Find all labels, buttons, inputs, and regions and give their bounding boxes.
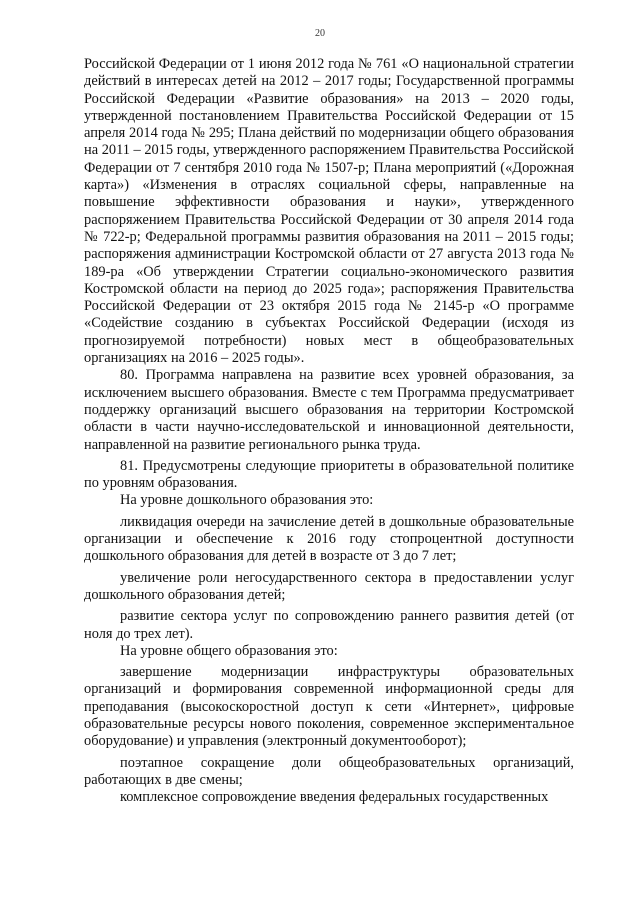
paragraph-80: 80. Программа направлена на развитие всех уровней образования, за исключением высшего образования. Вместе с тем Программа предусматривает поддержку организаций высшего образования на территории Костромской области в части научно-исследовательской и инновационной деятельности, направленной на развитие регионального рынка труда. [84,367,574,453]
general-item-modernization: завершение модернизации инфраструктуры образовательных организаций и формирования современной информационной среды для преподавания (высокоскоростной доступ к сети «Интернет», цифровые образовательные ресурсы нового поколения, современное экспериментальное оборудование) и управления (электронный документооборот); [84,664,574,750]
paragraph-81: 81. Предусмотрены следующие приоритеты в образовательной политике по уровням образования. [84,457,574,492]
general-item-two-shifts: поэтапное сокращение доли общеобразовательных организаций, работающих в две смены; [84,754,574,788]
preschool-item-queue: ликвидация очереди на зачисление детей в дошкольные образовательные организации и обеспечение к 2016 году стопроцентной доступности дошкольного образования для детей в возрасте от 3 до 7 лет; [84,513,574,565]
page-number: 20 [315,28,325,39]
general-heading: На уровне общего образования это: [120,642,338,659]
paragraph-legal-basis: Российской Федерации от 1 июня 2012 года № 761 «О национальной стратегии действий в интересах детей на 2012 – 2017 годы; Государственной программы Российской Федерации «Развитие образования» на 2013 – 2020 годы, утвержденной постановлением Правительства Российской Федерации от 15 апреля 2014 года № 295; Плана действий по модернизации общего образования на 2011 – 2015 годы, утвержденного распоряжением Правительства Российской Федерации от 7 сентября 2010 года № 1507-р; Плана мероприятий («Дорожная карта») «Изменения в отраслях социальной сферы, направленные на повышение эффективности образования и науки», утвержденного распоряжением Правительства Российской Федерации от 30 апреля 2014 года № 722-р; Федеральной программы развития образования на 2011 – 2015 годы; распоряжения администрации Костромской области от 27 августа 2013 года № 189-ра «Об утверждении Стратегии социально-экономического развития Костромской области на период до 2025 года»; распоряжения Правительства Российской Федерации от 23 октября 2015 года № 2145-р «О программе «Содействие созданию в субъектах Российской Федерации (исходя из прогнозируемой потребности) новых мест в общеобразовательных организациях на 2016 – 2025 годы». [84,56,574,367]
preschool-item-early-development: развитие сектора услуг по сопровождению раннего развития детей (от ноля до трех лет). [84,608,574,642]
preschool-heading: На уровне дошкольного образования это: [120,492,374,509]
preschool-item-private-sector: увеличение роли негосударственного сектора в предоставлении услуг дошкольного образования детей; [84,569,574,603]
general-item-support: комплексное сопровождение введения федеральных государственных [120,789,549,806]
document-body [84,56,574,806]
